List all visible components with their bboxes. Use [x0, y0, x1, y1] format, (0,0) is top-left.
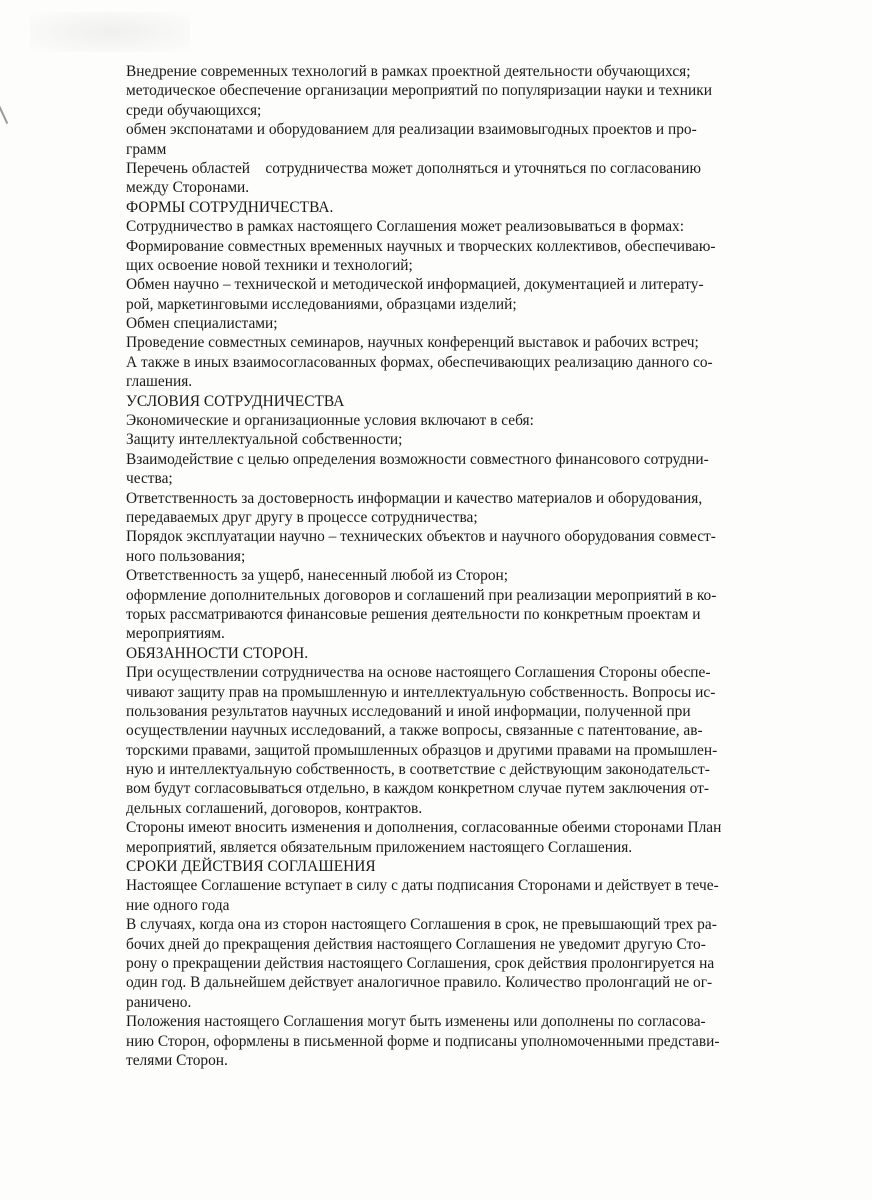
text-line: Обмен специалистами;	[126, 315, 278, 333]
text-line: грамм	[126, 140, 167, 158]
text-line: торых рассматриваются финансовые решения деятельности по конкретным проектам и	[126, 605, 701, 623]
text-line: оформление дополнительных договоров и соглашений при реализации мероприятий в ко-	[126, 586, 717, 604]
text-line: ние одного года	[126, 896, 230, 914]
text-line: Настоящее Соглашение вступает в силу с даты подписания Сторонами и действует в тече-	[126, 877, 719, 895]
text-line: Ответственность за достоверность информации и качество материалов и оборудования,	[126, 489, 703, 507]
text-line: Стороны имеют вносить изменения и дополнения, согласованные обеими сторонами План	[126, 819, 722, 837]
text-line: между Сторонами.	[126, 179, 250, 197]
text-line: дельных соглашений, договоров, контрактов.	[126, 799, 423, 817]
text-line: вом будут согласовываться отдельно, в каждом конкретном случае путем заключения от-	[126, 780, 709, 798]
text-line: нию Сторон, оформлены в письменной форме и подписаны уполномоченными представи-	[126, 1032, 720, 1050]
text-line: Формирование совместных временных научных и творческих коллективов, обеспечиваю-	[126, 237, 716, 255]
text-line: Сотрудничество в рамках настоящего Соглашения может реализовываться в формах:	[126, 218, 685, 236]
document-body	[126, 62, 776, 1070]
text-line: чивают защиту прав на промышленную и интеллектуальную собственность. Вопросы ис-	[126, 683, 716, 701]
text-line: Порядок эксплуатации научно – технических объектов и научного оборудования совмест-	[126, 528, 716, 546]
text-line: Защиту интеллектуальной собственности;	[126, 431, 403, 449]
text-line: Перечень областей сотрудничества может дополняться и уточняться по согласованию	[126, 159, 701, 177]
text-line: Взаимодействие с целью определения возможности совместного финансового сотрудни-	[126, 450, 709, 468]
text-line: А также в иных взаимосогласованных формах, обеспечивающих реализацию данного со-	[126, 353, 713, 371]
section-heading-forms: ФОРМЫ СОТРУДНИЧЕСТВА.	[126, 198, 334, 216]
text-line: торскими правами, защитой промышленных образцов и другими правами на промышлен-	[126, 741, 718, 759]
text-line: рону о прекращении действия настоящего Соглашения, срок действия пролонгируется на	[126, 954, 715, 972]
text-line: ного пользования;	[126, 547, 246, 565]
text-line: Ответственность за ущерб, нанесенный любой из Сторон;	[126, 567, 509, 585]
text-line: передаваемых друг другу в процессе сотрудничества;	[126, 508, 478, 526]
text-line: глашения.	[126, 373, 193, 391]
scan-smudge	[30, 12, 190, 52]
text-line: щих освоение новой техники и технологий;	[126, 256, 413, 274]
text-line: мероприятиям.	[126, 625, 225, 643]
text-line: раничено.	[126, 993, 192, 1011]
text-line: обмен экспонатами и оборудованием для реализации взаимовыгодных проектов и про-	[126, 121, 697, 139]
text-line: Обмен научно – технической и методической информацией, документацией и литерату-	[126, 276, 704, 294]
text-line: В случаях, когда она из сторон настоящего Соглашения в срок, не превышающий трех ра-	[126, 916, 717, 934]
text-line: среди обучающихся;	[126, 101, 262, 119]
text-line: чества;	[126, 470, 173, 488]
text-line: рой, маркетинговыми исследованиями, образцами изделий;	[126, 295, 517, 313]
text-line: методическое обеспечение организации мероприятий по популяризации науки и техники	[126, 82, 712, 100]
text-line: осуществлении научных исследований, а также вопросы, связанные с патентование, ав-	[126, 722, 703, 740]
text-line: телями Сторон.	[126, 1051, 228, 1069]
text-line: Внедрение современных технологий в рамках проектной деятельности обучающихся;	[126, 63, 691, 80]
text-line: ную и интеллектуальную собственность, в соответствие с действующим законодательст-	[126, 761, 710, 779]
text-line: Проведение совместных семинаров, научных конференций выставок и рабочих встреч;	[126, 334, 699, 352]
section-heading-term: СРОКИ ДЕЙСТВИЯ СОГЛАШЕНИЯ	[126, 858, 376, 876]
text-line: Экономические и организационные условия включают в себя:	[126, 412, 534, 430]
text-line: При осуществлении сотрудничества на основе настоящего Соглашения Стороны обеспе-	[126, 664, 711, 682]
text-line: один год. В дальнейшем действует аналогичное правило. Количество пролонгаций не ог-	[126, 974, 713, 992]
section-heading-conditions: УСЛОВИЯ СОТРУДНИЧЕСТВА	[126, 392, 345, 410]
text-line: пользования результатов научных исследований и иной информации, полученной при	[126, 702, 691, 720]
section-heading-obligations: ОБЯЗАННОСТИ СТОРОН.	[126, 644, 309, 662]
scan-edge-mark	[0, 96, 8, 124]
text-line: Положения настоящего Соглашения могут быть изменены или дополнены по согласова-	[126, 1013, 706, 1031]
text-line: мероприятий, является обязательным приложением настоящего Соглашения.	[126, 838, 633, 856]
text-line: бочих дней до прекращения действия настоящего Соглашения не уведомит другую Сто-	[126, 935, 706, 953]
